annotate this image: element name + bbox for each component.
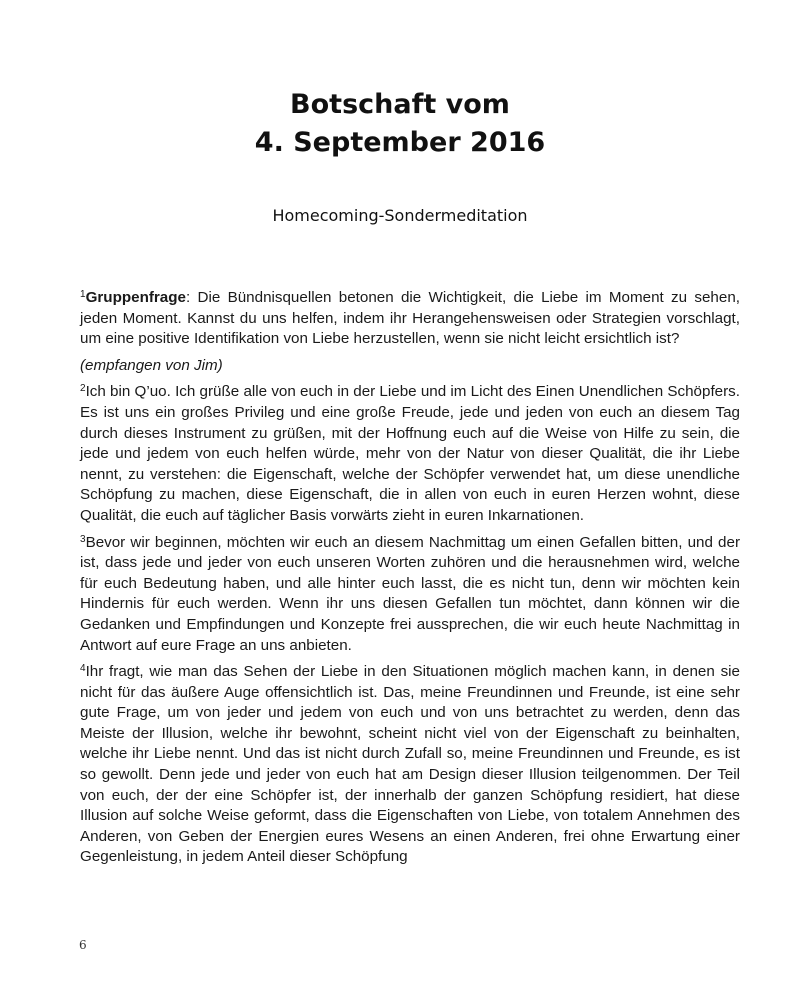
verse-number: 4 (80, 663, 86, 675)
paragraph-text: Ihr fragt, wie man das Sehen der Liebe in den Situationen möglich machen kann, in denen sie nicht für das äußere Auge offensichtlich ist. Das, meine Freundinnen und Freunde, ist eine sehr gute Frage, um von jeder und jedem von euch und von uns betrachtet zu werden, denn das Meiste der Illusion, welche ihr bewohnt, scheint nicht viel von der Eigenschaft zu beinhalten, welche ihr Liebe nennt. Und das ist nicht durch Zufall so, meine Freundinnen und Freunde, es ist so gewollt. Denn jede und jeder von euch hat am Design dieser Illusion teilgenommen. Der Teil von euch, der der eine Schöpfer ist, der innerhalb der ganzen Schöpfung residiert, hat diese Illusion auf solche Weise geformt, dass die Eigenschaften von Liebe, von totalem Annehmen des Anderen, von Geben der Energien eures Wesens an einen Anderen, frei ohne Erwartung einer Gegenleistung, in jedem Anteil dieser Schöpfung (80, 663, 740, 866)
verse-number: 1 (80, 289, 86, 300)
paragraph (80, 662, 740, 868)
page-subtitle: Homecoming-Sondermeditation (272, 206, 528, 225)
paragraph-text: Bevor wir beginnen, möchten wir euch an diesem Nachmittag um einen Gefallen bitten, und der ist, dass jede und jeder von euch unseren Worten zuhören und die herausnehmen wird, welche für euch Bedeutung haben, und alle hinter euch lasst, die es nicht tun, denn wir möchten kein Hindernis für euch werden. Wenn ihr uns diesen Gefallen tun möchtet, dann können wir die Gedanken und Empfindungen und Konzepte frei aussprechen, die wir euch heute Nachmittag in Antwort auf eure Frage an uns anbieten. (80, 533, 740, 654)
title-line-2: 4. September 2016 (254, 127, 546, 158)
paragraph-question (80, 288, 740, 350)
verse-number: 2 (80, 383, 86, 395)
page-number: 6 (79, 938, 87, 952)
question-label: Gruppenfrage (85, 289, 186, 306)
paragraph (80, 382, 740, 526)
paragraph-text: : Die Bündnisquellen betonen die Wichtigkeit, die Liebe im Moment zu sehen, jeden Moment. Kannst du uns helfen, indem ihr Herangehensweisen oder Strategien vorschlagt, um eine positive Identifikation von Liebe herzustellen, wenn sie nicht leicht ersichtlich ist? (80, 289, 740, 348)
attribution: (empfangen von Jim) (80, 356, 223, 374)
verse-number: 3 (80, 533, 86, 545)
body-text (80, 288, 740, 874)
page-title (0, 86, 800, 162)
title-line-1: Botschaft vom (290, 89, 510, 120)
paragraph-text: Ich bin Q’uo. Ich grüße alle von euch in der Liebe und im Licht des Einen Unendlichen Schöpfers. Es ist uns ein großes Privileg und eine große Freude, jede und jeden von euch an diesem Tag durch dieses Instrument zu grüßen, mit der Hoffnung euch auf die Weise von Hilfe zu sein, die jede und jedem von euch helfen würde, mehr von der Natur von dieser Qualität, die ihr Liebe nennt, zu verstehen: die Eigenschaft, welche der Schöpfer verwendet hat, um diese unendliche Schöpfung zu machen, diese Eigenschaft, die in allen von euch in euren Herzen wohnt, diese Qualität, die euch auf täglicher Basis vorwärts zieht in euren Inkarnationen. (80, 383, 740, 524)
paragraph (80, 533, 740, 657)
